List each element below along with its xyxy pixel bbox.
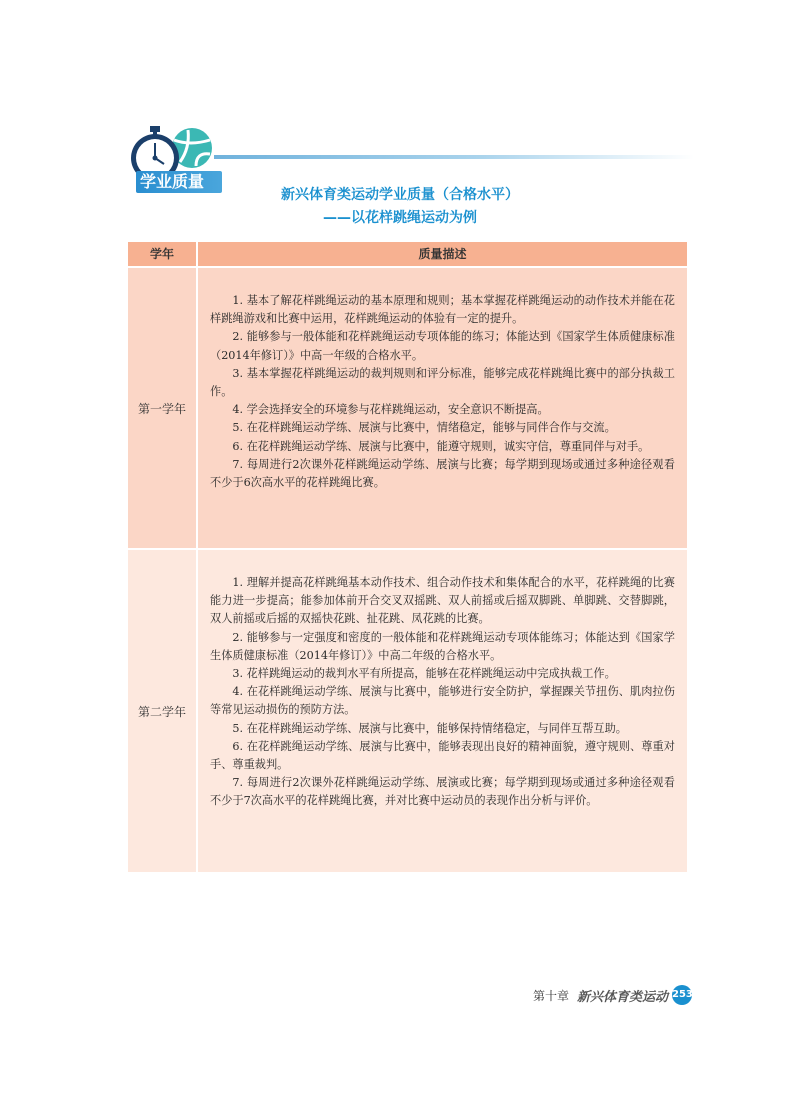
list-item: 1. 基本了解花样跳绳运动的基本原理和规则；基本掌握花样跳绳运动的动作技术并能在花样跳绳游戏和比赛中运用，花样跳绳运动的体验有一定的提升。: [210, 294, 675, 326]
quality-table: [128, 242, 687, 872]
list-item: 6. 在花样跳绳运动学练、展演与比赛中，能遵守规则，诚实守信，尊重同伴与对手。: [232, 439, 650, 453]
section-tag: 学业质量: [136, 171, 222, 193]
table-header: [128, 242, 687, 266]
table-row: [128, 266, 687, 548]
list-item: 2. 能够参与一定强度和密度的一般体能和花样跳绳运动专项体能练习；体能达到《国家学生体质健康标准（2014年修订）》中高二年级的合格水平。: [210, 630, 675, 662]
header-description: 质量描述: [418, 247, 467, 261]
year-cell: 第二学年: [128, 550, 198, 872]
list-item: 3. 基本掌握花样跳绳运动的裁判规则和评分标准，能够完成花样跳绳比赛中的部分执裁工作。: [210, 366, 675, 399]
list-item: 1. 理解并提高花样跳绳基本动作技术、组合动作技术和集体配合的水平，花样跳绳的比赛能力进一步提高；能参加体前开合交叉双摇跳、双人前摇或后摇双脚跳、单脚跳、交替脚跳，双人前摇或后摇的双摇快花跳、扯花跳、凤花跳的比赛。: [210, 576, 675, 626]
chapter-title: 新兴体育类运动: [576, 989, 668, 1005]
list-item: 6. 在花样跳绳运动学练、展演与比赛中，能够表现出良好的精神面貌，遵守规则、尊重对手、尊重裁判。: [210, 739, 675, 772]
list-item: 7. 每周进行2次课外花样跳绳运动学练、展演或比赛；每学期到现场或通过多种途径观看不少于7次高水平的花样跳绳比赛，并对比赛中运动员的表现作出分析与评价。: [210, 776, 675, 808]
page-footer: [533, 985, 692, 1005]
page-number: 253: [672, 985, 692, 1005]
description-cell: [198, 268, 687, 548]
list-item: 7. 每周进行2次课外花样跳绳运动学练、展演与比赛；每学期到现场或通过多种途径观看不少于6次高水平的花样跳绳比赛。: [210, 457, 675, 490]
list-item: 2. 能够参与一般体能和花样跳绳运动专项体能的练习；体能达到《国家学生体质健康标准（2014年修订）》中高一年级的合格水平。: [210, 330, 675, 362]
table-row: [128, 548, 687, 872]
description-cell: [198, 550, 687, 872]
list-item: 5. 在花样跳绳运动学练、展演与比赛中，能够保持情绪稳定，与同伴互帮互助。: [232, 721, 627, 735]
list-item: 3. 花样跳绳运动的裁判水平有所提高，能够在花样跳绳运动中完成执裁工作。: [232, 667, 616, 681]
list-item: 4. 在花样跳绳运动学练、展演与比赛中，能够进行安全防护，掌握踝关节扭伤、肌肉拉伤等常见运动损伤的预防方法。: [210, 685, 675, 717]
list-item: 4. 学会选择安全的环境参与花样跳绳运动，安全意识不断提高。: [232, 403, 549, 417]
page-title: 新兴体育类运动学业质量（合格水平）: [281, 187, 519, 203]
year-cell: 第一学年: [128, 268, 198, 548]
header-rule: [214, 155, 694, 159]
header-year: 学年: [128, 242, 198, 266]
list-item: 5. 在花样跳绳运动学练、展演与比赛中，情绪稳定，能够与同伴合作与交流。: [232, 421, 616, 435]
page-subtitle: ——以花样跳绳运动为例: [323, 210, 477, 226]
chapter-number: 第十章: [532, 988, 569, 1003]
